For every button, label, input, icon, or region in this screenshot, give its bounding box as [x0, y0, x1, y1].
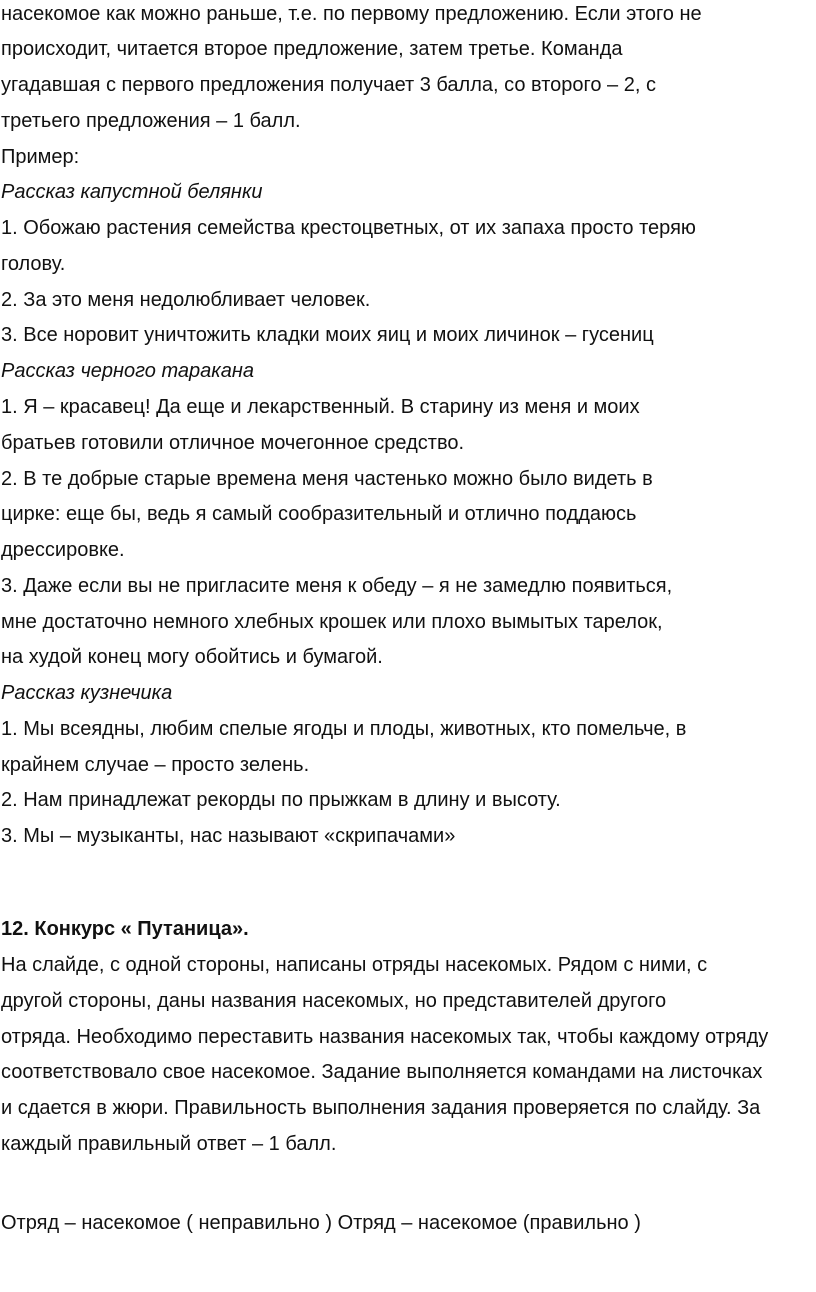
contest-line: каждый правильный ответ – 1 балл. [1, 1133, 337, 1155]
story-line: 3. Мы – музыканты, нас называют «скрипачами» [1, 825, 456, 847]
story-title: Рассказ черного таракана [1, 360, 254, 382]
story-line: 1. Мы всеядны, любим спелые ягоды и плоды, животных, кто помельче, в [1, 718, 687, 740]
contest-line: отряда. Необходимо переставить названия насекомых так, чтобы каждому отряду [1, 1026, 769, 1048]
story-line: 3. Даже если вы не пригласите меня к обеду – я не замедлю появиться, [1, 575, 673, 597]
contest-line: соответствовало свое насекомое. Задание выполняется командами на листочках [1, 1061, 763, 1083]
story-line: дрессировке. [1, 539, 125, 561]
story-line: 1. Я – красавец! Да еще и лекарственный. В старину из меня и моих [1, 396, 640, 418]
story-line: 2. Нам принадлежат рекорды по прыжкам в длину и высоту. [1, 789, 561, 811]
intro-line: происходит, читается второе предложение, затем третье. Команда [1, 38, 623, 60]
contest-line: На слайде, с одной стороны, написаны отряды насекомых. Рядом с ними, с [1, 954, 708, 976]
intro-line: третьего предложения – 1 балл. [1, 110, 301, 132]
contest-line: другой стороны, даны названия насекомых, но представителей другого [1, 990, 667, 1012]
story-line: 3. Все норовит уничтожить кладки моих яиц и моих личинок – гусениц [1, 324, 654, 346]
story-line: 1. Обожаю растения семейства крестоцветных, от их запаха просто теряю [1, 217, 696, 239]
story-line: крайнем случае – просто зелень. [1, 754, 310, 776]
story-line: голову. [1, 253, 66, 275]
story-line: мне достаточно немного хлебных крошек или плохо вымытых тарелок, [1, 611, 663, 633]
story-line: на худой конец могу обойтись и бумагой. [1, 646, 383, 668]
story-line: цирке: еще бы, ведь я самый сообразительный и отлично поддаюсь [1, 503, 637, 525]
story-line: братьев готовили отличное мочегонное средство. [1, 432, 465, 454]
contest-line: и сдается в жюри. Правильность выполнения задания проверяется по слайду. За [1, 1097, 761, 1119]
story-title: Рассказ капустной белянки [1, 181, 263, 203]
story-title: Рассказ кузнечика [1, 682, 173, 704]
story-line: 2. За это меня недолюбливает человек. [1, 289, 371, 311]
example-label: Пример: [1, 146, 80, 168]
table-header: Отряд – насекомое ( неправильно ) Отряд – насекомое (правильно ) [1, 1212, 641, 1234]
section-heading: 12. Конкурс « Путаница». [1, 918, 249, 940]
intro-line: угадавшая с первого предложения получает 3 балла, со второго – 2, с [1, 74, 656, 96]
story-line: 2. В те добрые старые времена меня частенько можно было видеть в [1, 468, 653, 490]
intro-line: насекомое как можно раньше, т.е. по первому предложению. Если этого не [1, 3, 702, 25]
